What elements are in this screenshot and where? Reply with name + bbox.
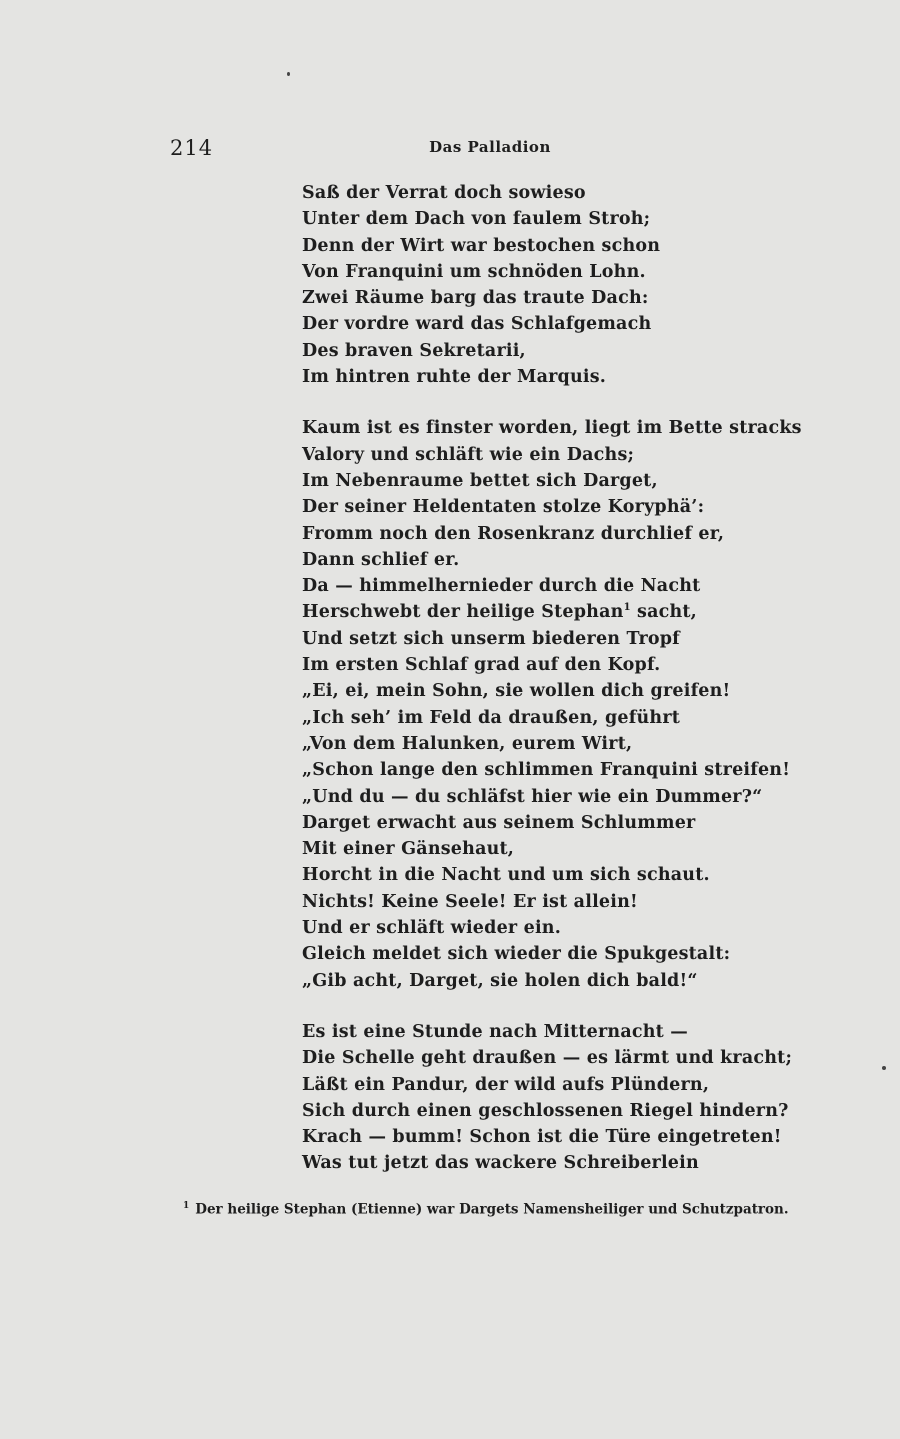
verse-line: Sich durch einen geschlossenen Riegel hindern? — [302, 1100, 789, 1121]
verse-line: Und setzt sich unserm biederen Tropf — [302, 628, 680, 649]
ink-speck — [287, 72, 290, 76]
footnote-text: Der heilige Stephan (Etienne) war Dargets Namensheiliger und Schutzpatron. — [195, 1201, 789, 1218]
stanza-2 — [302, 415, 802, 994]
verse-line: Darget erwacht aus seinem Schlummer — [302, 812, 696, 833]
stanza-3 — [302, 1019, 793, 1177]
verse-line: Kaum ist es finster worden, liegt im Bette stracks — [302, 418, 802, 439]
verse-text-continued: sacht, — [630, 602, 697, 623]
verse-line: Saß der Verrat doch sowieso — [302, 183, 586, 203]
verse-line: „Und du — du schläfst hier wie ein Dummer?“ — [302, 786, 763, 807]
stanza-gap — [302, 390, 722, 415]
stanza-1 — [302, 180, 722, 390]
poem — [302, 180, 802, 1177]
verse-line: Mit einer Gänsehaut, — [302, 839, 515, 860]
footnote — [183, 1201, 789, 1218]
verse-line: Und er schläft wieder ein. — [302, 918, 562, 939]
verse-line: Läßt ein Pandur, der wild aufs Plündern, — [302, 1074, 710, 1095]
footnote-number: 1 — [183, 1201, 190, 1211]
ink-speck — [882, 1066, 886, 1070]
verse-line: „Ei, ei, mein Sohn, sie wollen dich greifen! — [302, 681, 731, 702]
verse-line: Valory und schläft wie ein Dachs; — [302, 444, 635, 465]
verse-line: Dann schlief er. — [302, 549, 460, 570]
verse-line: Krach — bumm! Schon ist die Türe eingetreten! — [302, 1127, 782, 1148]
verse-line: Im ersten Schlaf grad auf den Kopf. — [302, 655, 661, 676]
verse-line: Von Franquini um schnöden Lohn. — [302, 261, 646, 282]
verse-line: Des braven Sekretarii, — [302, 340, 526, 361]
verse-line: Im Nebenraume bettet sich Darget, — [302, 470, 658, 491]
footnote-marker: 1 — [623, 602, 631, 614]
verse-line: Was tut jetzt das wackere Schreiberlein — [302, 1153, 699, 1174]
page-number: 214 — [170, 136, 214, 160]
verse-line: Horcht in die Nacht und um sich schaut. — [302, 865, 710, 886]
verse-line: Zwei Räume barg das traute Dach: — [302, 288, 649, 309]
verse-line: Nichts! Keine Seele! Er ist allein! — [302, 891, 638, 912]
verse-line: Gleich meldet sich wieder die Spukgestalt: — [302, 944, 731, 965]
verse-line: Da — himmelhernieder durch die Nacht — [302, 576, 701, 597]
verse-line: Der vordre ward das Schlafgemach — [302, 314, 652, 335]
verse-line: „Von dem Halunken, eurem Wirt, — [302, 733, 633, 754]
verse-line: Fromm noch den Rosenkranz durchlief er, — [302, 523, 725, 544]
verse-line: Die Schelle geht draußen — es lärmt und kracht; — [302, 1048, 793, 1069]
verse-line: Im hintren ruhte der Marquis. — [302, 367, 607, 388]
verse-line: Denn der Wirt war bestochen schon — [302, 235, 661, 256]
running-head: Das Palladion — [429, 138, 551, 156]
verse-line: Der seiner Heldentaten stolze Koryphä’: — [302, 497, 705, 518]
verse-line-with-footnote — [302, 599, 722, 625]
stanza-gap — [302, 994, 722, 1019]
verse-text: Herschwebt der heilige Stephan — [302, 602, 624, 623]
verse-line: „Gib acht, Darget, sie holen dich bald!“ — [302, 970, 698, 991]
verse-line: „Schon lange den schlimmen Franquini streifen! — [302, 760, 791, 781]
verse-line: Es ist eine Stunde nach Mitternacht — — [302, 1021, 688, 1042]
verse-line: Unter dem Dach von faulem Stroh; — [302, 209, 651, 230]
verse-line: „Ich seh’ im Feld da draußen, geführt — [302, 707, 681, 728]
